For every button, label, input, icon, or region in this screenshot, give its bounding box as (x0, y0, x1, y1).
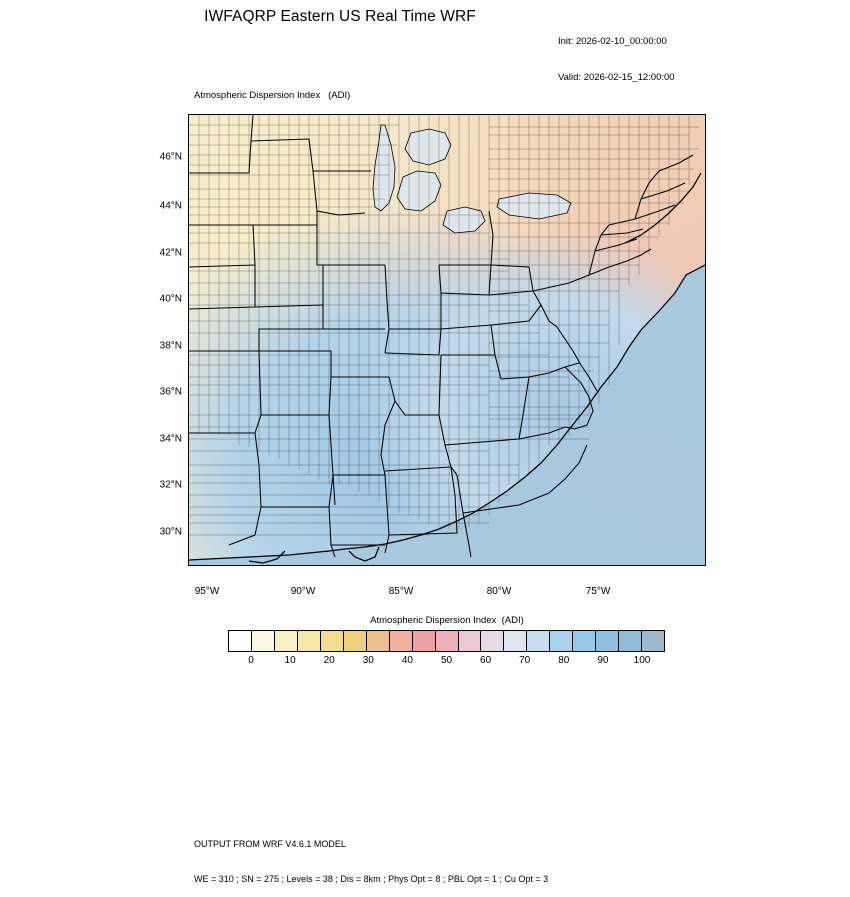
colorbar-tick-label: 80 (558, 655, 570, 666)
colorbar-swatch (527, 631, 550, 651)
init-time: Init: 2026-02-10_00:00:00 (558, 36, 667, 47)
footer-line-2: WE = 310 ; SN = 275 ; Levels = 38 ; Dis = 8km ; Phys Opt = 8 ; PBL Opt = 1 ; Cu Opt = 3 (194, 873, 549, 884)
model-run-info (558, 12, 675, 96)
y-tick-label: 46°N (159, 151, 182, 163)
colorbar-tick-labels (228, 655, 665, 673)
colorbar-tick-label: 100 (633, 655, 651, 666)
colorbar-swatch (642, 631, 664, 651)
valid-time: Valid: 2026-02-15_12:00:00 (558, 72, 675, 83)
y-tick-label: 36°N (159, 386, 182, 398)
plot-subtitle: Atmospheric Dispersion Index (ADI) (194, 90, 351, 101)
colorbar-swatch (436, 631, 459, 651)
colorbar-swatch (504, 631, 527, 651)
colorbar-tick-label: 40 (401, 655, 413, 666)
colorbar-tick-label: 60 (480, 655, 492, 666)
x-axis-labels (188, 586, 706, 602)
colorbar-tick-label: 30 (362, 655, 374, 666)
colorbar-tick-label: 20 (323, 655, 335, 666)
colorbar-swatch (367, 631, 390, 651)
y-tick-label: 32°N (159, 479, 182, 491)
y-tick-label: 34°N (159, 433, 182, 445)
colorbar (228, 630, 665, 652)
colorbar-swatch (459, 631, 482, 651)
colorbar-swatch (619, 631, 642, 651)
colorbar-swatch (298, 631, 321, 651)
x-tick-label: 85°W (388, 586, 414, 597)
colorbar-swatch (390, 631, 413, 651)
colorbar-swatch (481, 631, 504, 651)
colorbar-tick-label: 10 (284, 655, 296, 666)
colorbar-swatch (596, 631, 619, 651)
y-tick-label: 38°N (159, 340, 182, 352)
colorbar-swatch (550, 631, 573, 651)
x-tick-label: 75°W (585, 586, 611, 597)
colorbar-swatch (252, 631, 275, 651)
colorbar-title: Atmospheric Dispersion Index (ADI) (370, 615, 524, 626)
y-axis-labels (120, 114, 182, 566)
colorbar-tick-label: 70 (519, 655, 531, 666)
colorbar-swatch (344, 631, 367, 651)
x-tick-label: 90°W (290, 586, 316, 597)
colorbar-tick-label: 50 (440, 655, 453, 666)
x-tick-label: 80°W (486, 586, 512, 597)
y-tick-label: 44°N (159, 200, 182, 212)
page-title: IWFAQRP Eastern US Real Time WRF (204, 8, 476, 25)
footer-line-1: OUTPUT FROM WRF V4.6.1 MODEL (194, 839, 346, 849)
y-tick-label: 42°N (159, 247, 182, 259)
colorbar-swatch (275, 631, 298, 651)
colorbar-swatch (573, 631, 596, 651)
map-canvas (189, 115, 705, 565)
y-tick-label: 40°N (159, 293, 182, 305)
model-output-footer (194, 816, 548, 897)
colorbar-swatch (229, 631, 252, 651)
x-tick-label: 95°W (194, 586, 220, 597)
y-tick-label: 30°N (159, 526, 182, 538)
colorbar-swatch (413, 631, 436, 651)
map-plot (188, 114, 706, 566)
colorbar-tick-label: 90 (597, 655, 609, 666)
colorbar-swatch (321, 631, 344, 651)
colorbar-tick-label: 0 (248, 655, 254, 666)
